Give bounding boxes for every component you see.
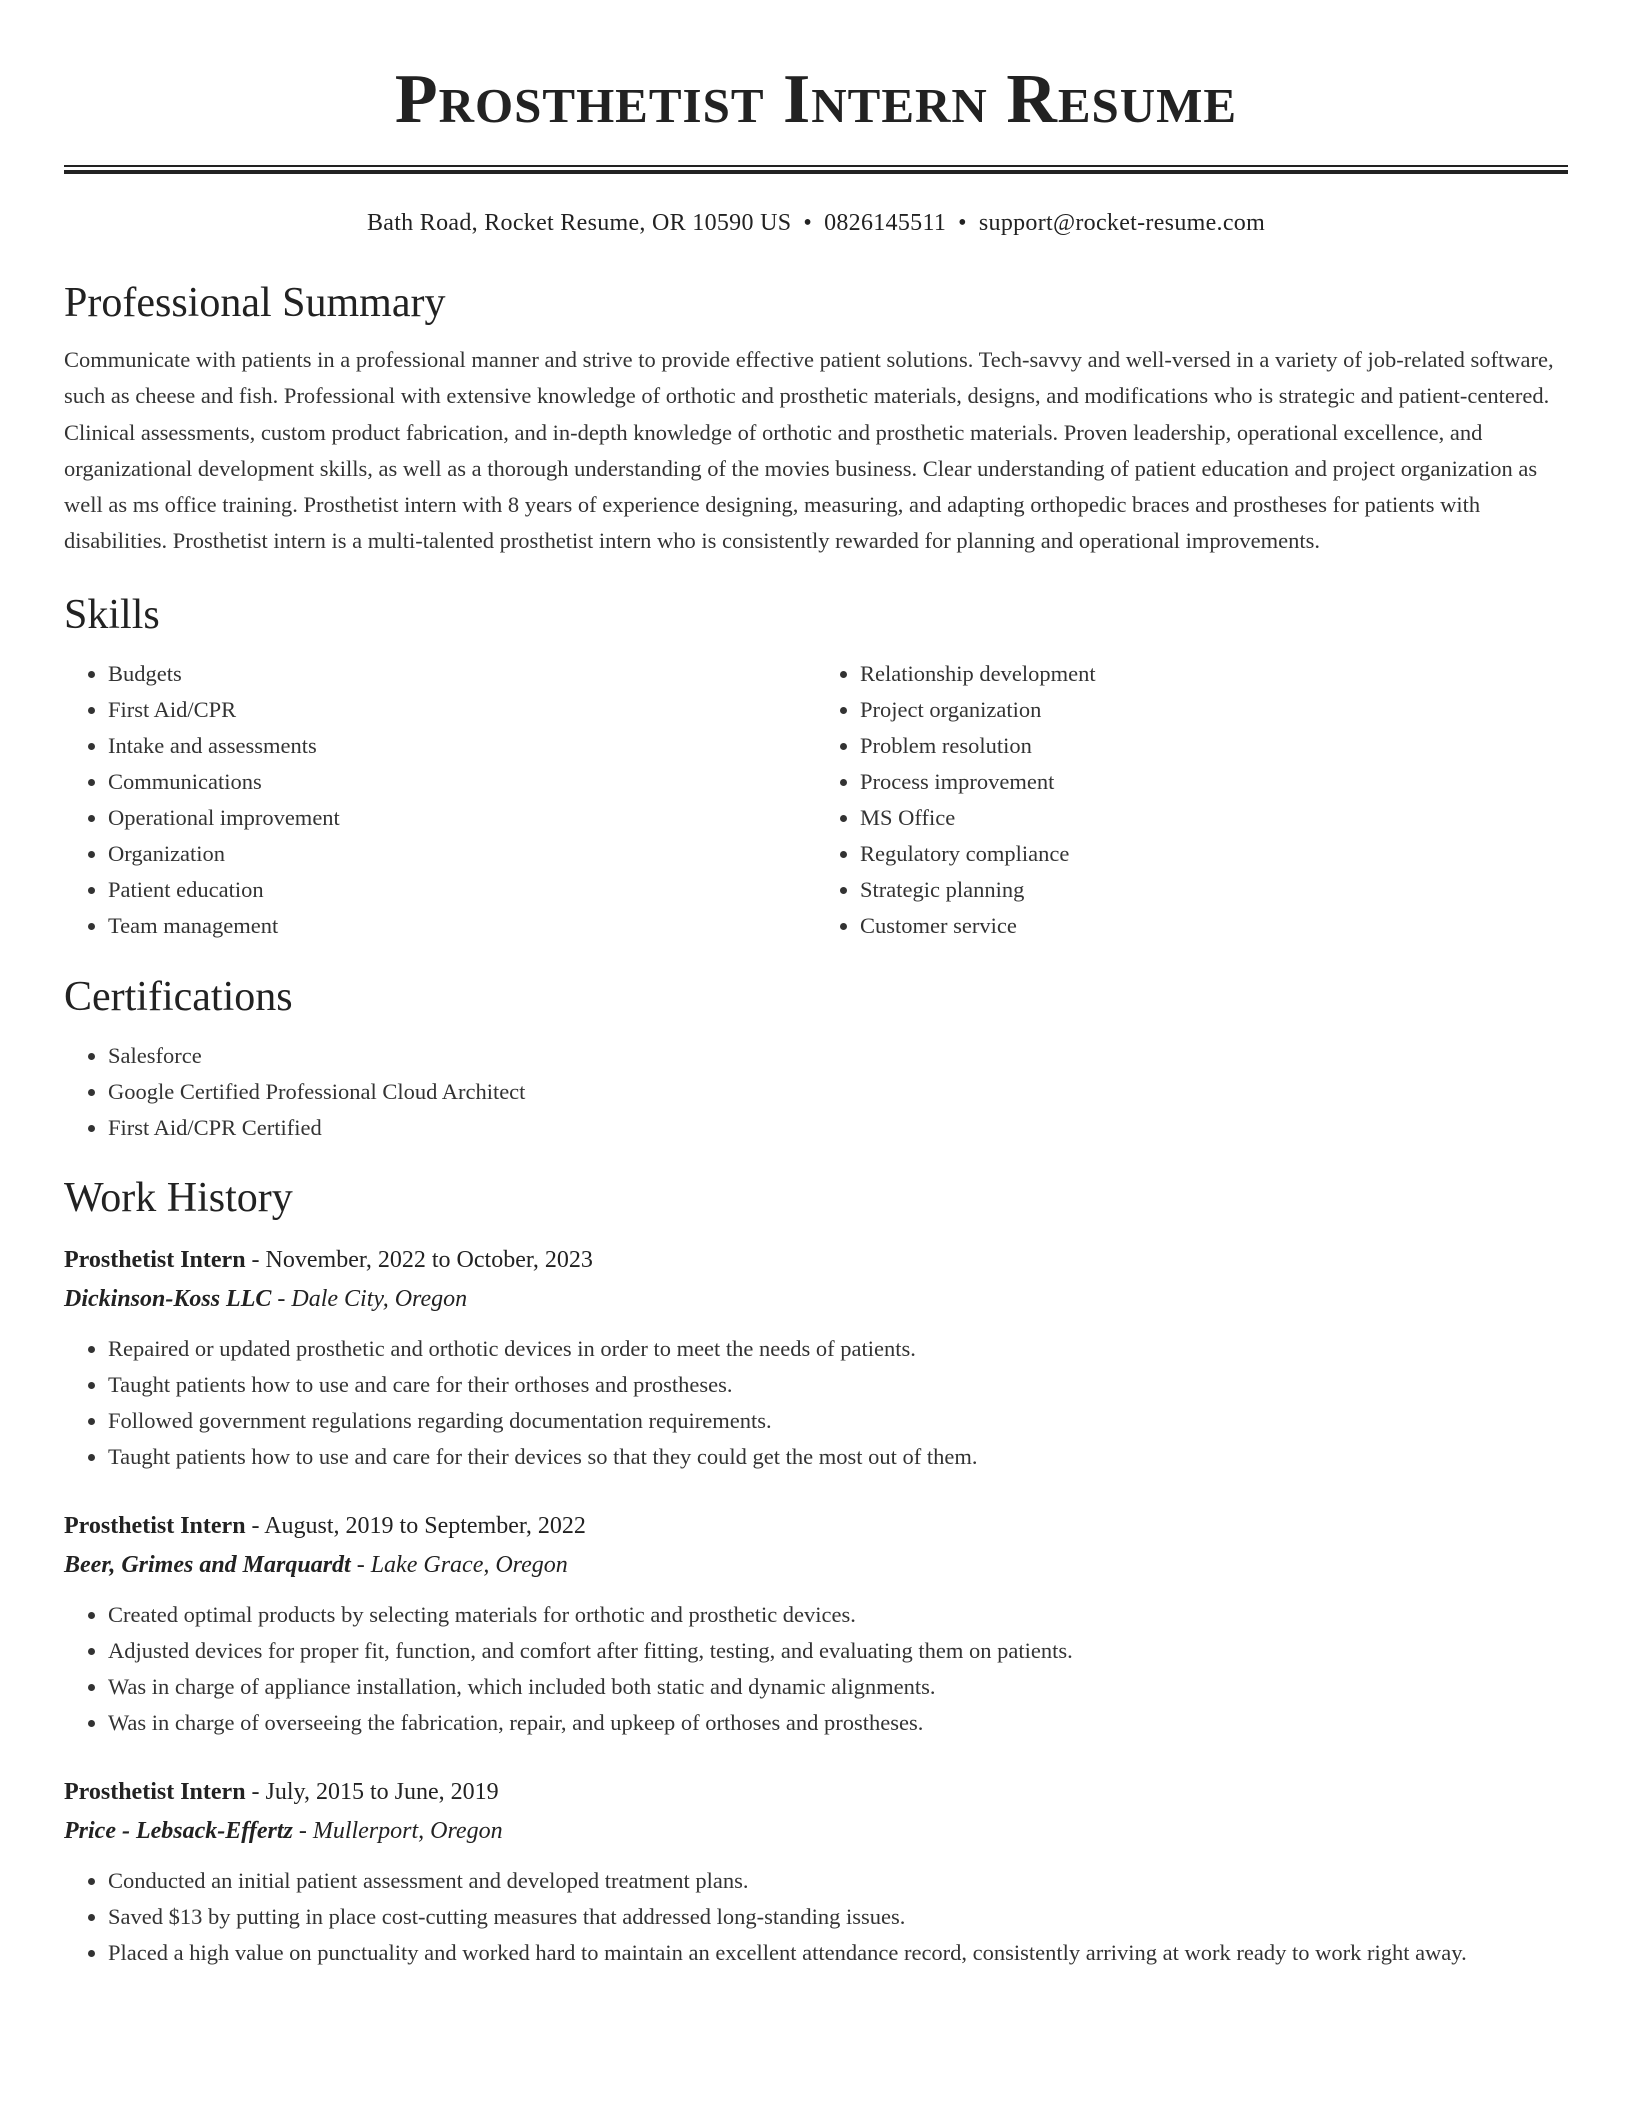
job-duty-item: • Was in charge of appliance installation, which included both static and dynamic alignments. (108, 1669, 1568, 1705)
contact-address: Bath Road, Rocket Resume, OR 10590 US (366, 210, 792, 236)
skill-item: • Regulatory compliance (860, 836, 1568, 872)
job-title-line (64, 1506, 1568, 1546)
skills-column-right (816, 656, 1568, 944)
job-entry (64, 1240, 1568, 1475)
bullet-separator: • (803, 210, 813, 236)
job-role: Prosthetist Intern (64, 1512, 246, 1539)
contact-phone: 0826145511 (824, 210, 947, 236)
job-duties (64, 1863, 1568, 1971)
skill-item: • Budgets (108, 656, 816, 692)
skill-item: • Project organization (860, 692, 1568, 728)
job-company-line (64, 1546, 1568, 1585)
skills-list (64, 656, 1568, 944)
certifications-list (64, 1038, 1568, 1146)
job-company: Beer, Grimes and Marquardt (64, 1551, 351, 1578)
job-duty-item: • Repaired or updated prosthetic and orthotic devices in order to meet the needs of patients. (108, 1331, 1568, 1367)
certifications-heading: Certifications (64, 973, 293, 1020)
job-duty-item: • Adjusted devices for proper fit, function, and comfort after fitting, testing, and evaluating them on patients. (108, 1633, 1568, 1669)
skill-item: • Organization (108, 836, 816, 872)
job-location: - Mullerport, Oregon (292, 1817, 503, 1844)
skills-heading: Skills (64, 591, 160, 638)
skill-item: • Intake and assessments (108, 728, 816, 764)
job-duty-item: • Was in charge of overseeing the fabrication, repair, and upkeep of orthoses and prostheses. (108, 1705, 1568, 1741)
job-role: Prosthetist Intern (64, 1246, 246, 1273)
job-duty-item: • Placed a high value on punctuality and worked hard to maintain an excellent attendance record, consistently arriving at work ready to work right away. (108, 1935, 1568, 1971)
title-divider (64, 165, 1568, 174)
work-history-heading: Work History (64, 1174, 293, 1221)
job-dates: - November, 2022 to October, 2023 (245, 1246, 593, 1273)
summary-heading: Professional Summary (64, 280, 446, 326)
skill-item: • Strategic planning (860, 872, 1568, 908)
job-duties (64, 1331, 1568, 1475)
job-dates: - August, 2019 to September, 2022 (245, 1512, 586, 1539)
skill-item: • Team management (108, 908, 816, 944)
skill-item: • Customer service (860, 908, 1568, 944)
job-duties (64, 1597, 1568, 1741)
job-duty-item: • Saved $13 by putting in place cost-cutting measures that addressed long-standing issues. (108, 1899, 1568, 1935)
skill-item: • Patient education (108, 872, 816, 908)
skill-item: • Process improvement (860, 764, 1568, 800)
skill-item: • MS Office (860, 800, 1568, 836)
job-company: Dickinson-Koss LLC (64, 1285, 272, 1312)
job-location: - Lake Grace, Oregon (350, 1551, 568, 1578)
skill-item: • Relationship development (860, 656, 1568, 692)
contact-line (64, 208, 1568, 238)
job-location: - Dale City, Oregon (271, 1285, 468, 1312)
job-title-line (64, 1772, 1568, 1812)
skill-item: • First Aid/CPR (108, 692, 816, 728)
bullet-separator: • (958, 210, 967, 236)
job-company: Price - Lebsack-Effertz (64, 1817, 293, 1844)
page-title: Prosthetist Intern Resume (394, 61, 1238, 138)
contact-email: support@rocket-resume.com (978, 210, 1266, 236)
job-company-line (64, 1812, 1568, 1851)
job-duty-item: • Taught patients how to use and care for their devices so that they could get the most out of them. (108, 1439, 1568, 1475)
skill-item: • Problem resolution (860, 728, 1568, 764)
certification-item: • First Aid/CPR Certified (108, 1110, 1568, 1146)
certification-item: • Google Certified Professional Cloud Architect (108, 1074, 1568, 1110)
certification-item: • Salesforce (108, 1038, 1568, 1074)
skills-column-left (64, 656, 816, 944)
job-company-line (64, 1280, 1568, 1319)
summary-text: Communicate with patients in a professional manner and strive to provide effective patient solutions. Tech-savvy and well-versed in a variety of job-related software, such as cheese and fish. Professional with extensive knowledge of orthotic and prosthetic materials, designs, and modifications who is strategic and patient-centered. Clinical assessments, custom product fabrication, and in-depth knowledge of orthotic and prosthetic materials. Proven leadership, operational excellence, and organizational development skills, as well as a thorough understanding of the movies business. Clear understanding of patient education and project organization as well as ms office training. Prosthetist intern with 8 years of experience designing, measuring, and adapting orthopedic braces and prostheses for patients with disabilities. Prosthetist intern is a multi-talented prosthetist intern who is consistently rewarded for planning and operational improvements. (64, 347, 1554, 554)
job-duty-item: • Followed government regulations regarding documentation requirements. (108, 1403, 1568, 1439)
job-duty-item: • Conducted an initial patient assessment and developed treatment plans. (108, 1863, 1568, 1899)
job-dates: - July, 2015 to June, 2019 (245, 1778, 499, 1805)
job-title-line (64, 1240, 1568, 1280)
job-entry (64, 1772, 1568, 1971)
job-duty-item: • Created optimal products by selecting materials for orthotic and prosthetic devices. (108, 1597, 1568, 1633)
job-role: Prosthetist Intern (64, 1778, 246, 1805)
skill-item: • Operational improvement (108, 800, 816, 836)
skill-item: • Communications (108, 764, 816, 800)
job-duty-item: • Taught patients how to use and care for their orthoses and prostheses. (108, 1367, 1568, 1403)
job-entry (64, 1506, 1568, 1741)
